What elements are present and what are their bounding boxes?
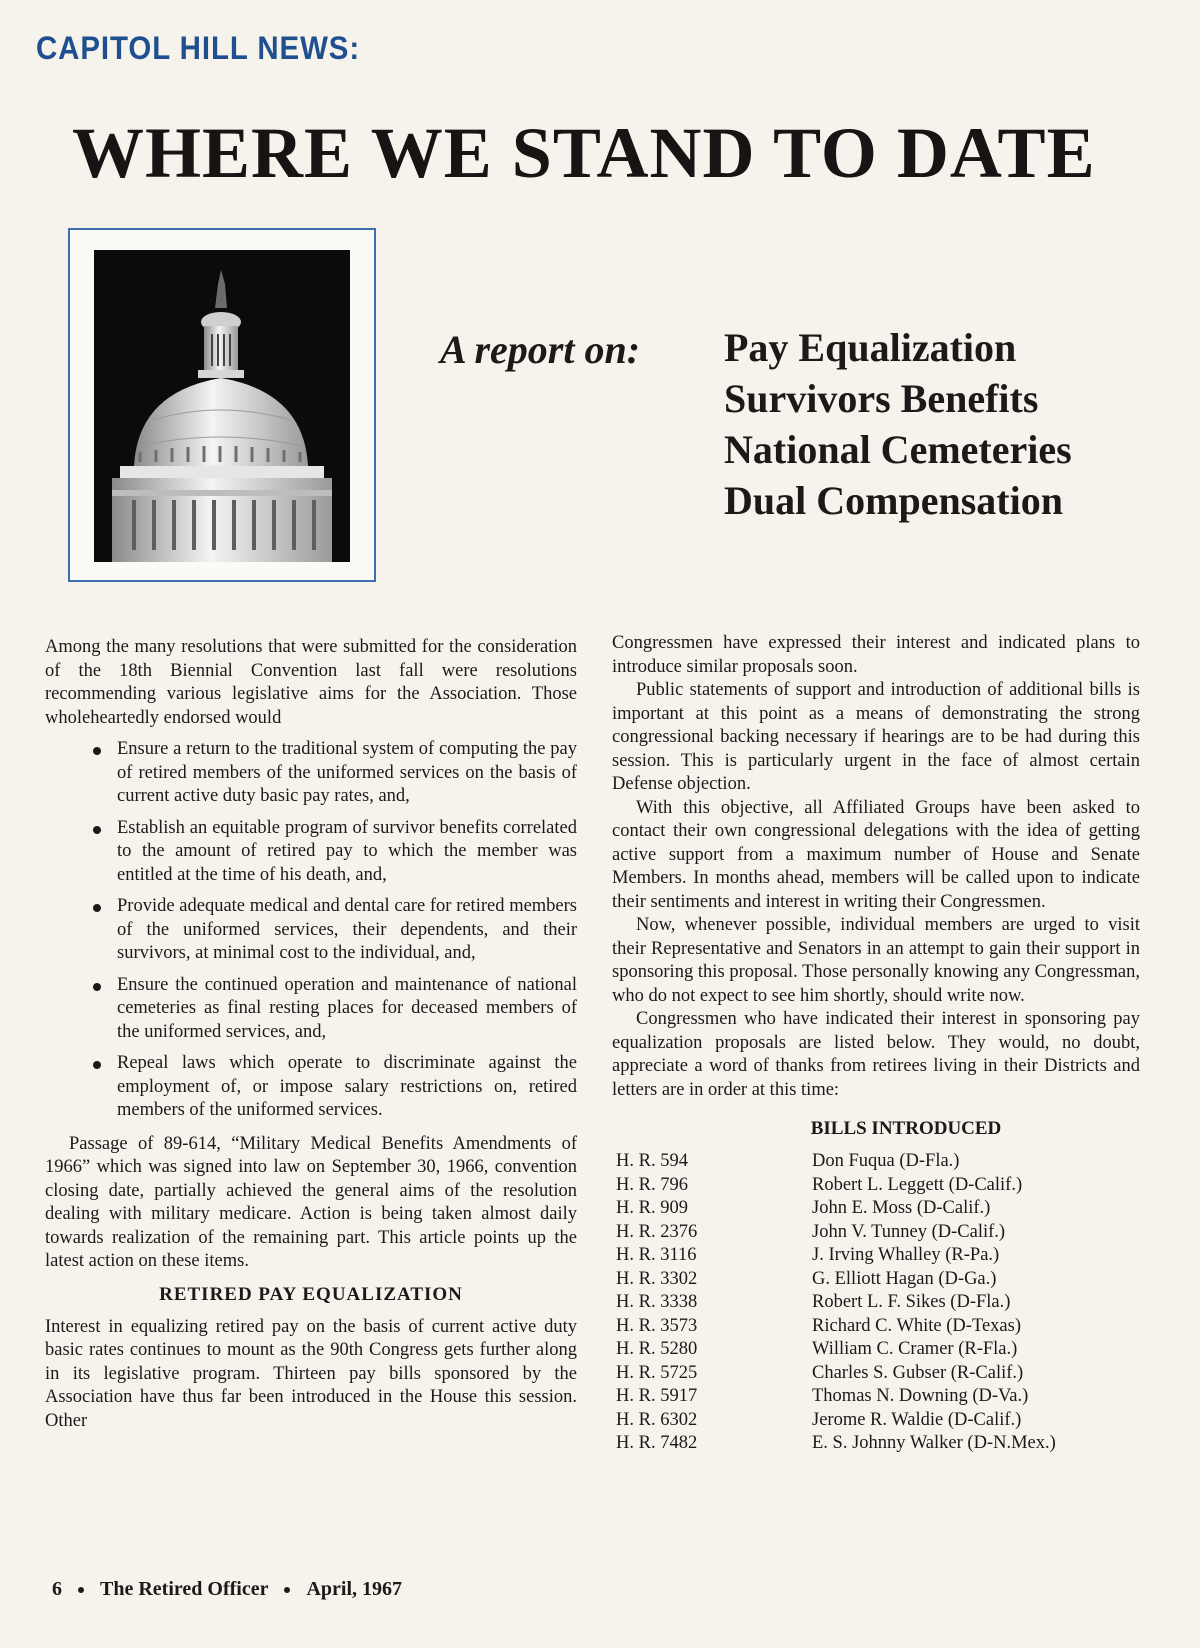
aim-text: Ensure the continued operation and maintenance of national cemeteries as final resting places for deceased members of the uniformed services, and, — [117, 974, 577, 1042]
bill-row — [616, 1409, 1056, 1433]
capitol-photo-frame — [68, 228, 376, 582]
bill-row — [616, 1385, 1056, 1409]
bill-number: H. R. 3116 — [616, 1245, 697, 1265]
page-title: WHERE WE STAND TO DATE — [72, 113, 1096, 193]
bill-number: H. R. 594 — [616, 1151, 688, 1171]
bill-sponsor: Jerome R. Waldie (D-Calif.) — [812, 1409, 1022, 1430]
topic-survivors-benefits: Survivors Benefits — [724, 376, 1039, 421]
section-kicker: CAPITOL HILL NEWS: — [36, 30, 361, 66]
bill-row — [616, 1244, 1056, 1268]
aim-item — [45, 1052, 577, 1123]
left-column — [45, 636, 577, 1433]
congressmen-paragraph: Congressmen who have indicated their interest in sponsoring pay equalization proposals are listed below. They would, no doubt, appreciate a word of thanks from retirees living in their Districts and letters are in order at this time: — [612, 1009, 1140, 1100]
aim-item — [45, 738, 577, 809]
bill-row — [616, 1338, 1056, 1362]
bullet-icon — [93, 904, 101, 912]
topic-dual-compensation: Dual Compensation — [724, 478, 1063, 523]
bills-heading: BILLS INTRODUCED — [810, 1118, 1002, 1139]
bullet-icon — [93, 1061, 101, 1069]
bill-row — [616, 1197, 1056, 1221]
page-number: 6 — [52, 1578, 62, 1600]
bullet-icon — [93, 747, 101, 755]
bill-row — [616, 1221, 1056, 1245]
bill-row — [616, 1291, 1056, 1315]
aim-item — [45, 817, 577, 888]
aim-item — [45, 895, 577, 966]
section-heading: RETIRED PAY EQUALIZATION — [159, 1283, 463, 1305]
continued-paragraph: Congressmen have expressed their interest and indicated plans to introduce similar proposals soon. — [612, 633, 1140, 677]
aim-item — [45, 974, 577, 1045]
right-column — [612, 632, 1140, 1456]
topic-pay-equalization: Pay Equalization — [724, 325, 1017, 370]
bill-row — [616, 1268, 1056, 1292]
bill-row — [616, 1362, 1056, 1386]
bill-number: H. R. 796 — [616, 1174, 688, 1195]
bill-sponsor: John V. Tunney (D-Calif.) — [812, 1221, 1006, 1242]
bill-number: H. R. 3338 — [616, 1292, 698, 1312]
bill-number: H. R. 3302 — [616, 1268, 698, 1289]
bill-number: H. R. 2376 — [616, 1221, 698, 1242]
aim-text: Provide adequate medical and dental care for retired members of the uniformed services, their dependents, and their survivors, at minimal cost to the individual, and, — [117, 896, 577, 963]
legislative-aims-list — [45, 738, 577, 1123]
bill-row — [616, 1174, 1056, 1198]
bill-sponsor: G. Elliott Hagan (D-Ga.) — [812, 1268, 997, 1289]
topic-national-cemeteries: National Cemeteries — [724, 427, 1072, 472]
report-topics — [724, 322, 1072, 526]
bill-sponsor: Charles S. Gubser (R-Calif.) — [812, 1362, 1024, 1383]
support-paragraph: Public statements of support and introduction of additional bills is important at this point as a means of demonstrating the strong congressional backing necessary if hearings are to be had during this session. This is particularly urgent in the face of almost certain Defense objection. — [612, 680, 1140, 794]
bill-sponsor: John E. Moss (D-Calif.) — [812, 1198, 991, 1218]
bill-row — [616, 1432, 1056, 1456]
bill-number: H. R. 7482 — [616, 1433, 698, 1453]
bill-sponsor: Thomas N. Downing (D-Va.) — [812, 1386, 1029, 1406]
bullet-icon — [93, 826, 101, 834]
bill-number: H. R. 5725 — [616, 1362, 698, 1383]
bill-number: H. R. 909 — [616, 1198, 688, 1218]
objective-paragraph: With this objective, all Affiliated Groups have been asked to contact their own congressional delegations with the idea of getting active support from a maximum number of House and Senate Members. In months ahead, members will be called upon to indicate their sentiments and interest in writing their Congressmen. — [612, 797, 1140, 912]
bill-row — [616, 1315, 1056, 1339]
issue-date: April, 1967 — [306, 1578, 403, 1600]
bill-sponsor: Don Fuqua (D-Fla.) — [812, 1151, 960, 1171]
bill-sponsor: Robert L. F. Sikes (D-Fla.) — [812, 1292, 1011, 1312]
bullet-icon — [284, 1587, 290, 1593]
publication-name: The Retired Officer — [100, 1578, 269, 1600]
bill-sponsor: E. S. Johnny Walker (D-N.Mex.) — [812, 1433, 1056, 1453]
bill-number: H. R. 6302 — [616, 1409, 698, 1430]
capitol-dome-image — [94, 250, 350, 562]
aim-text: Repeal laws which operate to discriminate against the employment of, or impose salary restrictions on, retired members of the uniformed services. — [117, 1053, 577, 1120]
aim-text: Establish an equitable program of survivor benefits correlated to the amount of retired pay to which the member was entitled at the time of his death, and, — [117, 817, 577, 885]
bill-sponsor: William C. Cramer (R-Fla.) — [812, 1339, 1018, 1359]
bill-sponsor: Richard C. White (D-Texas) — [812, 1315, 1021, 1336]
intro-paragraph: Among the many resolutions that were submitted for the consideration of the 18th Biennial Convention last fall were resolutions recommending various legislative aims for the Association. Those wholeheartedly endorsed would — [45, 637, 577, 728]
visit-paragraph: Now, whenever possible, individual members are urged to visit their Representative and Senators in an attempt to gain their support in sponsoring this proposal. Those personally knowing any Congressman, who do not expect to see him shortly, should write now. — [612, 915, 1140, 1006]
report-label: A report on: — [440, 327, 641, 372]
bill-sponsor: Robert L. Leggett (D-Calif.) — [812, 1174, 1023, 1195]
aim-text: Ensure a return to the traditional system of computing the pay of retired members of the uniformed services on the basis of current active duty basic pay rates, and, — [117, 739, 577, 806]
interest-paragraph: Interest in equalizing retired pay on the basis of current active duty basic rates continues to mount as the 90th Congress gets further along in its legislative program. Thirteen pay bills sponsored by the Association have thus far been introduced in the House this session. Other — [45, 1316, 577, 1431]
bill-number: H. R. 5917 — [616, 1386, 698, 1406]
bills-table — [616, 1150, 1056, 1456]
bill-number: H. R. 5280 — [616, 1339, 698, 1359]
bill-sponsor: J. Irving Whalley (R-Pa.) — [812, 1245, 1000, 1265]
bullet-icon — [78, 1587, 84, 1593]
bullet-icon — [93, 983, 101, 991]
passage-paragraph: Passage of 89-614, “Military Medical Benefits Amendments of 1966” which was signed into law on September 30, 1966, convention closing date, partially achieved the general aims of the resolution dealing with military medicare. Action is being taken almost daily towards realization of the remaining part. This article points up the latest action on these items. — [45, 1133, 577, 1271]
page-footer — [52, 1578, 402, 1601]
bill-number: H. R. 3573 — [616, 1315, 698, 1336]
bill-row — [616, 1150, 1056, 1174]
